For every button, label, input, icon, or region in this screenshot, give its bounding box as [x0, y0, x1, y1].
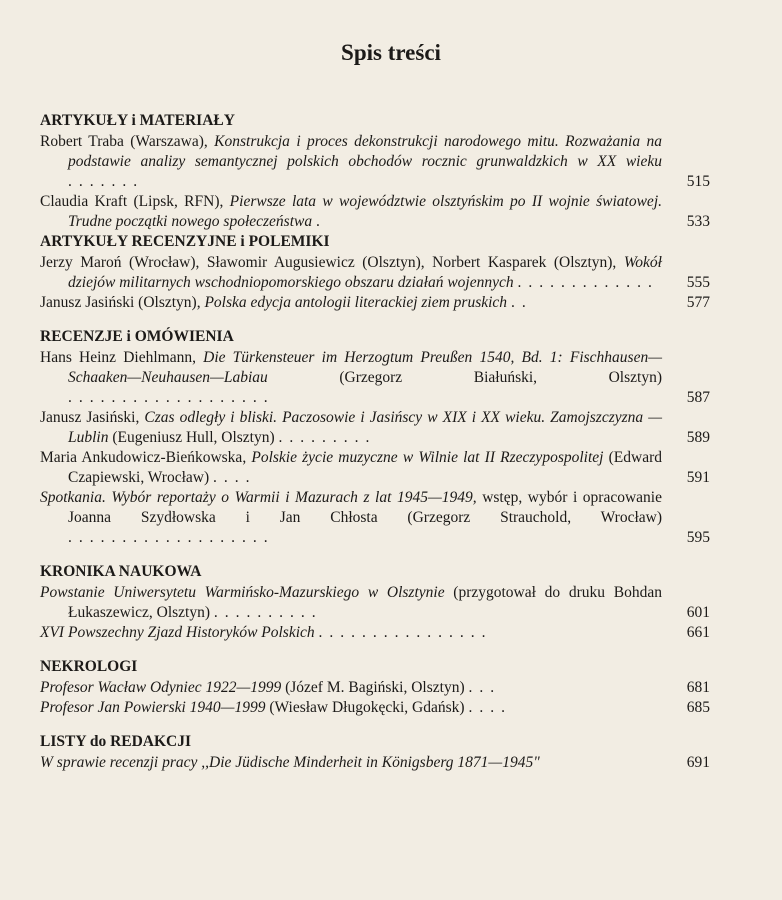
entry-title: Polska edycja antologii literackiej ziem pruskich — [204, 294, 508, 311]
entry-page: 587 — [686, 389, 710, 406]
entry-title: XVI Powszechny Zjazd Historyków Polskich — [40, 624, 315, 641]
entry-reviewer: wstęp, wybór i opracowanie Joanna Szydłowska i Jan Chłosta (Grzegorz Strauchold, Wrocław) — [68, 489, 662, 526]
entry-author: Claudia Kraft (Lipsk, RFN), — [40, 193, 230, 210]
section-heading: RECENZJE i OMÓWIENIA — [40, 328, 234, 345]
entry-page: 691 — [686, 754, 710, 771]
entry-page: 595 — [686, 529, 710, 546]
table-of-contents — [40, 111, 710, 787]
section-heading: ARTYKUŁY i MATERIAŁY — [40, 112, 235, 129]
entry-title: Czas odległy i bliski. Paczosowie i Jasińscy w XIX i XX wieku. Zamojszczyzna — Lublin — [68, 409, 662, 446]
toc-entry: Robert Traba (Warszawa), Konstrukcja i proces dekonstrukcji narodowego mitu. Rozważania na podstawie analizy semantycznej polskich obchodów rocznic grunwaldzkich w XX wieku ....... 515 — [40, 133, 710, 190]
toc-entry: Janusz Jasiński (Olsztyn), Polska edycja antologii literackiej ziem pruskich .. 577 — [40, 294, 710, 311]
entry-author: Maria Ankudowicz-Bieńkowska, — [40, 449, 252, 466]
toc-entry: Spotkania. Wybór reportaży o Warmii i Mazurach z lat 1945—1949, wstęp, wybór i opracowanie Joanna Szydłowska i Jan Chłosta (Grzegorz Strauchold, Wrocław) ................... 595 — [40, 489, 710, 546]
entry-title: Pierwsze lata w województwie olsztyńskim po II wojnie światowej. Trudne początki nowego społeczeństwa — [68, 193, 662, 230]
entry-page: 515 — [686, 173, 710, 190]
entry-page: 685 — [686, 699, 710, 716]
entry-page: 555 — [686, 274, 710, 291]
toc-entry: Powstanie Uniwersytetu Warmińsko-Mazurskiego w Olsztynie (przygotował do druku Bohdan Łukaszewicz, Olsztyn) .......... 601 — [40, 584, 710, 621]
toc-entry: Claudia Kraft (Lipsk, RFN), Pierwsze lata w województwie olsztyńskim po II wojnie światowej. Trudne początki nowego społeczeństwa . 533 — [40, 193, 710, 230]
section-reviews — [40, 327, 710, 548]
entry-page: 533 — [686, 213, 710, 230]
section-letters — [40, 732, 710, 773]
entry-title: Konstrukcja i proces dekonstrukcji narodowego mitu. Rozważania na podstawie analizy semantycznej polskich obchodów rocznic grunwaldzkich w XX wieku — [68, 133, 662, 170]
toc-entry: Jerzy Maroń (Wrocław), Sławomir Augusiewicz (Olsztyn), Norbert Kasparek (Olsztyn), Wokół dziejów militarnych wschodniopomorskiego obszaru działań wojennych ............. 555 — [40, 254, 710, 291]
entry-page: 589 — [686, 429, 710, 446]
entry-title: Polskie życie muzyczne w Wilnie lat II Rzeczypospolitej — [251, 449, 604, 466]
entry-page: 681 — [686, 679, 710, 696]
entry-title: Die Türkensteuer im Herzogtum Preußen 1540, Bd. 1: Fischhausen—Schaaken—Neuhausen—Labiau — [68, 349, 662, 386]
section-chronicle — [40, 562, 710, 643]
entry-page: 577 — [686, 294, 710, 311]
entry-reviewer: (Józef M. Bagiński, Olsztyn) — [281, 679, 465, 696]
toc-entry: Hans Heinz Diehlmann, Die Türkensteuer im Herzogtum Preußen 1540, Bd. 1: Fischhausen—Schaaken—Neuhausen—Labiau (Grzegorz Białuński, Olsztyn) ................... 587 — [40, 349, 710, 406]
section-articles — [40, 111, 710, 232]
entry-title: W sprawie recenzji pracy ,,Die Jüdische Minderheit in Königsberg 1871—1945" — [40, 754, 540, 771]
toc-entry — [40, 753, 710, 773]
entry-title: Wokół dziejów militarnych wschodniopomorskiego obszaru działań wojennych — [68, 254, 662, 291]
toc-entry: Maria Ankudowicz-Bieńkowska, Polskie życie muzyczne w Wilnie lat II Rzeczypospolitej (Edward Czapiewski, Wrocław) .... 591 — [40, 449, 710, 486]
section-review-articles — [40, 232, 710, 313]
entry-title: Powstanie Uniwersytetu Warmińsko-Mazurskiego w Olsztynie — [40, 584, 445, 601]
toc-entry: Janusz Jasiński, Czas odległy i bliski. Paczosowie i Jasińscy w XIX i XX wieku. Zamojszczyzna — Lublin (Eugeniusz Hull, Olsztyn) ......... 589 — [40, 409, 710, 446]
entry-page: 601 — [686, 604, 710, 621]
entry-title: Spotkania. Wybór reportaży o Warmii i Mazurach z lat 1945—1949, — [40, 489, 477, 506]
entry-author: Hans Heinz Diehlmann, — [40, 349, 204, 366]
toc-entry: XVI Powszechny Zjazd Historyków Polskich ................ 661 — [40, 624, 710, 641]
entry-author: Jerzy Maroń (Wrocław), Sławomir Augusiewicz (Olsztyn), Norbert Kasparek (Olsztyn), — [40, 254, 624, 271]
entry-reviewer: (przygotował do druku Bohdan Łukaszewicz, Olsztyn) — [68, 584, 662, 621]
entry-author: Janusz Jasiński, — [40, 409, 145, 426]
section-heading: LISTY do REDAKCJI — [40, 733, 192, 750]
entry-reviewer: (Grzegorz Białuński, Olsztyn) — [267, 369, 662, 386]
entry-reviewer: (Edward Czapiewski, Wrocław) — [68, 449, 662, 486]
entry-reviewer: (Wiesław Długokęcki, Gdańsk) — [265, 699, 465, 716]
entry-page: 591 — [686, 469, 710, 486]
section-heading: ARTYKUŁY RECENZYJNE i POLEMIKI — [40, 233, 330, 250]
section-obituaries — [40, 657, 710, 718]
entry-page: 661 — [686, 624, 710, 641]
toc-entry: Profesor Wacław Odyniec 1922—1999 (Józef M. Bagiński, Olsztyn) ... 681 — [40, 679, 710, 696]
page-title: Spis treści — [341, 40, 441, 65]
entry-author: Robert Traba (Warszawa), — [40, 133, 215, 150]
section-heading: KRONIKA NAUKOWA — [40, 563, 202, 580]
section-heading: NEKROLOGI — [40, 658, 138, 675]
entry-author: Janusz Jasiński (Olsztyn), — [40, 294, 205, 311]
toc-entry: Profesor Jan Powierski 1940—1999 (Wiesław Długokęcki, Gdańsk) .... 685 — [40, 699, 710, 716]
entry-reviewer: (Eugeniusz Hull, Olsztyn) — [108, 429, 275, 446]
entry-title: Profesor Jan Powierski 1940—1999 — [40, 699, 266, 716]
entry-title: Profesor Wacław Odyniec 1922—1999 — [40, 679, 282, 696]
